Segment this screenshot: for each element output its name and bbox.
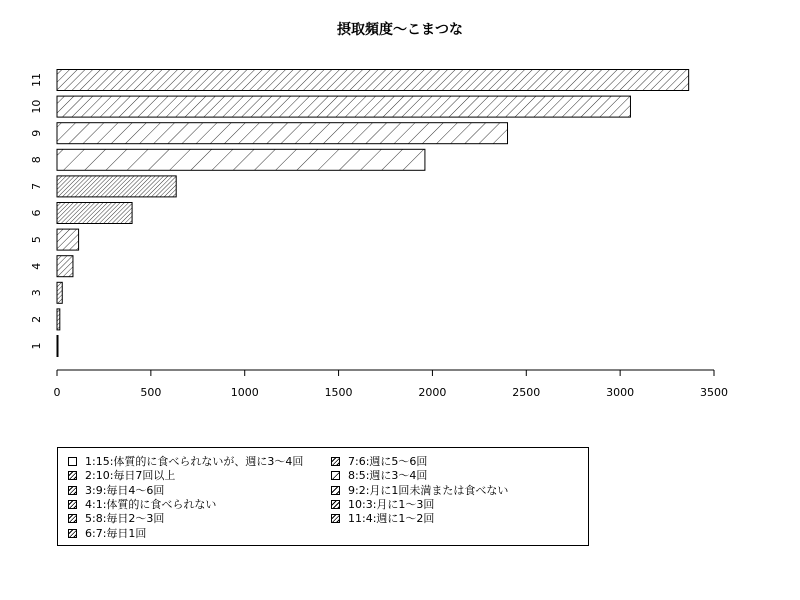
legend-label: 7:6:週に5〜6回 — [348, 455, 428, 468]
legend-swatch — [68, 486, 77, 495]
y-tick-label-7: 7 — [30, 182, 43, 190]
x-tick-label: 0 — [53, 386, 61, 399]
legend-swatch — [331, 457, 340, 466]
y-tick-label-4: 4 — [30, 262, 43, 270]
legend-swatch — [68, 457, 77, 466]
bar-7 — [57, 176, 176, 197]
bar-4 — [57, 256, 73, 277]
bar-1 — [57, 336, 58, 357]
legend — [57, 447, 589, 546]
y-tick-label-10: 10 — [30, 99, 43, 114]
y-axis — [30, 73, 43, 350]
legend-item — [68, 527, 146, 540]
x-tick-label: 2500 — [512, 386, 541, 399]
y-tick-label-8: 8 — [30, 156, 43, 164]
y-tick-label-9: 9 — [30, 129, 43, 137]
y-tick-label-2: 2 — [30, 315, 43, 323]
bar-10 — [57, 96, 630, 117]
y-tick-label-5: 5 — [30, 236, 43, 244]
legend-swatch — [331, 486, 340, 495]
y-tick-label-3: 3 — [30, 289, 43, 297]
legend-label: 4:1:体質的に食べられない — [85, 497, 217, 511]
legend-item — [68, 512, 164, 525]
legend-swatch — [68, 471, 77, 480]
y-tick-label-11: 11 — [30, 73, 43, 87]
bar-2 — [57, 309, 60, 330]
y-tick-label-1: 1 — [30, 342, 43, 350]
bar-8 — [57, 149, 425, 170]
bar-11 — [57, 70, 689, 91]
legend-item — [68, 498, 216, 511]
x-tick-label: 3500 — [700, 386, 728, 399]
x-tick-label: 1000 — [230, 386, 259, 399]
legend-item — [68, 455, 303, 468]
legend-label: 2:10:毎日7回以上 — [85, 469, 176, 483]
legend-label: 11:4:週に1〜2回 — [348, 512, 435, 526]
legend-item — [68, 484, 164, 497]
x-tick-label: 500 — [140, 386, 162, 399]
y-tick-label-6: 6 — [30, 209, 43, 217]
legend-swatch — [68, 500, 77, 509]
legend-label: 3:9:毎日4〜6回 — [85, 483, 165, 497]
x-tick-label: 1500 — [324, 386, 353, 399]
legend-item — [331, 455, 427, 468]
legend-item — [68, 469, 175, 482]
legend-swatch — [331, 500, 340, 509]
legend-item — [331, 512, 434, 525]
legend-item — [331, 498, 434, 511]
legend-label: 1:15:体質的に食べられないが、週に3〜4回 — [85, 455, 304, 468]
bar-6 — [57, 203, 132, 224]
x-tick-label: 2000 — [418, 386, 447, 399]
bar-3 — [57, 282, 62, 303]
chart-title: 摂取頻度〜こまつな — [337, 22, 463, 38]
x-axis — [54, 370, 729, 399]
legend-item — [331, 469, 427, 482]
legend-swatch — [68, 514, 77, 523]
legend-swatch — [331, 471, 340, 480]
bars-group — [57, 70, 689, 357]
legend-swatch — [331, 514, 340, 523]
legend-item — [331, 484, 508, 497]
legend-label: 9:2:月に1回未満または食べない — [348, 483, 509, 497]
x-tick-label: 3000 — [606, 386, 635, 399]
legend-label: 5:8:毎日2〜3回 — [85, 512, 165, 526]
bar-9 — [57, 123, 508, 144]
legend-label: 6:7:毎日1回 — [85, 526, 147, 540]
legend-swatch — [68, 529, 77, 538]
legend-label: 8:5:週に3〜4回 — [348, 469, 428, 483]
bar-5 — [57, 229, 79, 250]
legend-label: 10:3:月に1〜3回 — [348, 497, 435, 511]
